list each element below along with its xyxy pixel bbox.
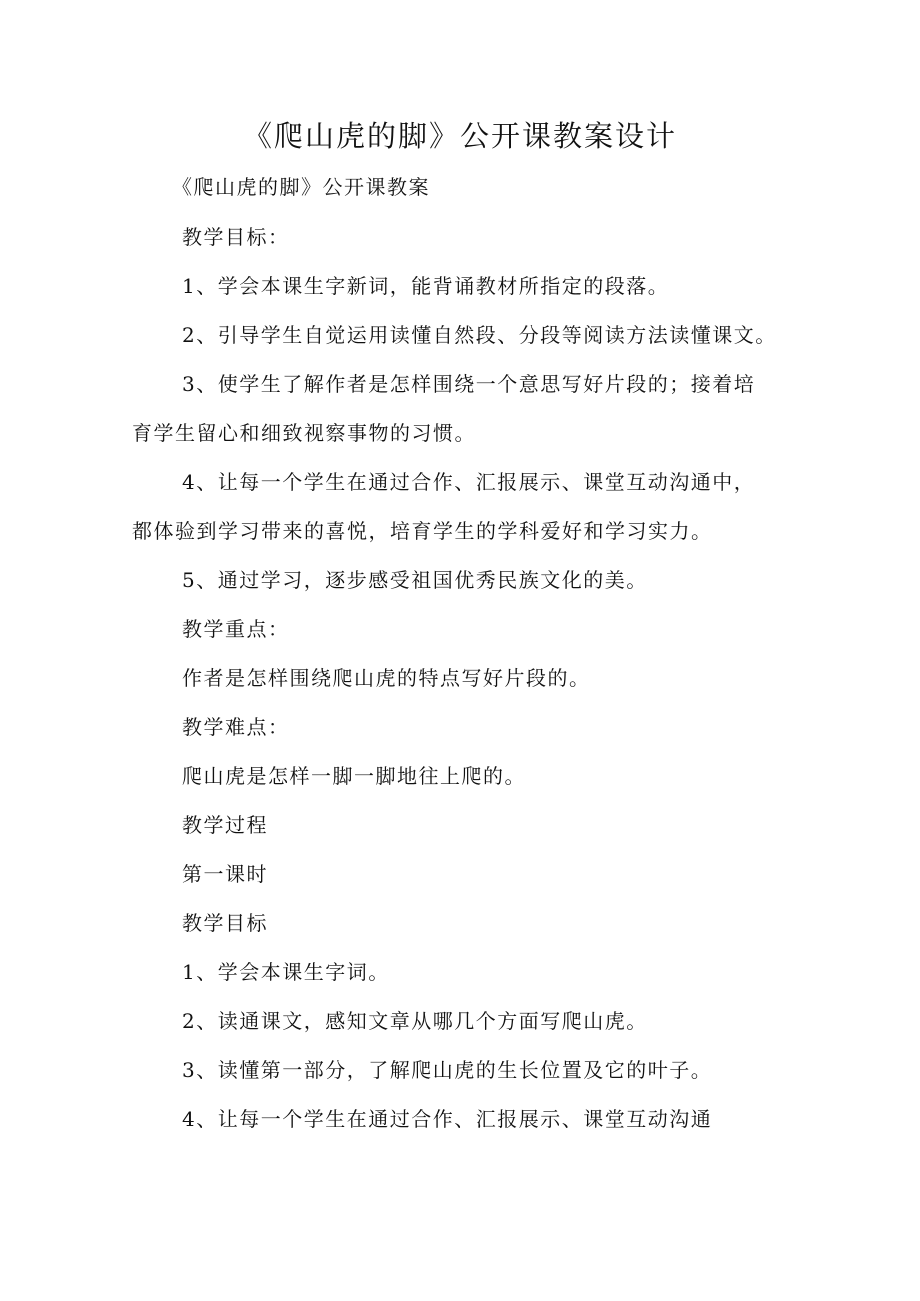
paragraph-line: 1、学会本课生字新词，能背诵教材所指定的段落。	[182, 274, 670, 298]
paragraph-line: 都体验到学习带来的喜悦，培育学生的学科爱好和学习实力。	[132, 519, 713, 543]
section-heading: 教学目标：	[182, 225, 290, 249]
section-heading: 教学难点：	[182, 715, 290, 739]
paragraph-line: 3、读懂第一部分，了解爬山虎的生长位置及它的叶子。	[182, 1058, 713, 1082]
paragraph-line: 3、使学生了解作者是怎样围绕一个意思写好片段的；接着培	[182, 372, 756, 396]
document-title: 《爬山虎的脚》公开课教案设计	[242, 119, 677, 153]
paragraph-line: 2、读通课文，感知文章从哪几个方面写爬山虎。	[182, 1009, 648, 1033]
paragraph-line: 1、学会本课生字词。	[182, 960, 390, 984]
section-heading: 第一课时	[182, 862, 268, 886]
paragraph-line: 育学生留心和细致视察事物的习惯。	[132, 421, 476, 445]
paragraph-line: 作者是怎样围绕爬山虎的特点写好片段的。	[182, 666, 591, 690]
paragraph-line: 2、引导学生自觉运用读懂自然段、分段等阅读方法读懂课文。	[182, 323, 777, 347]
section-heading: 教学目标	[182, 911, 268, 935]
paragraph-line: 4、让每一个学生在通过合作、汇报展示、课堂互动沟通	[182, 1107, 713, 1131]
section-heading: 教学重点：	[182, 617, 290, 641]
section-heading: 教学过程	[182, 813, 268, 837]
paragraph-line: 4、让每一个学生在通过合作、汇报展示、课堂互动沟通中，	[182, 470, 756, 494]
paragraph-line: 5、通过学习，逐步感受祖国优秀民族文化的美。	[182, 568, 648, 592]
subtitle-line: 《爬山虎的脚》公开课教案	[172, 175, 430, 199]
paragraph-line: 爬山虎是怎样一脚一脚地往上爬的。	[182, 764, 526, 788]
